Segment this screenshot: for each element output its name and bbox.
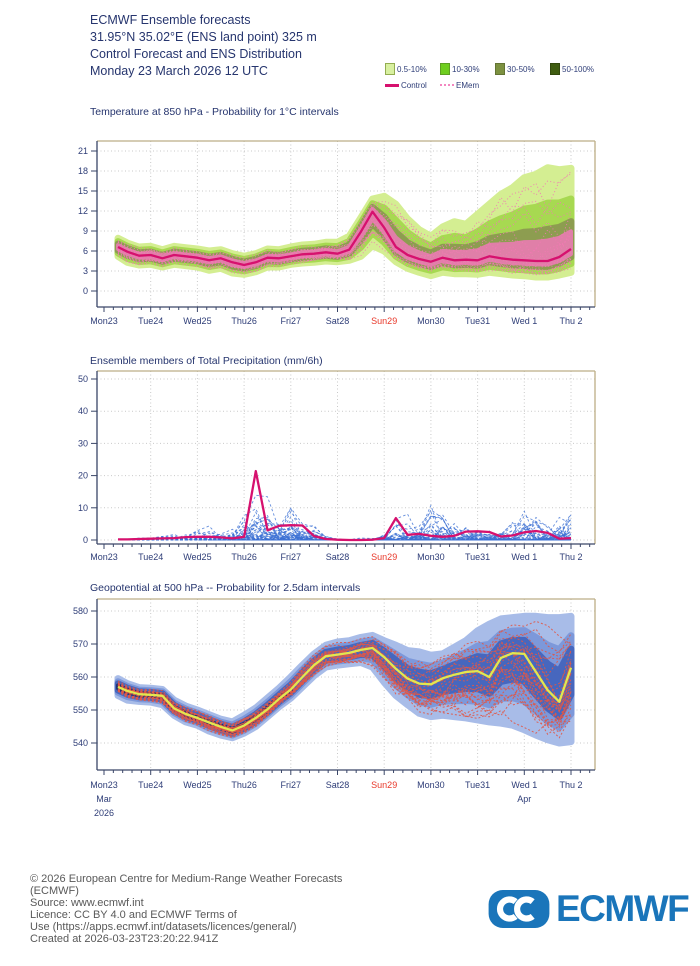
svg-text:Sun29: Sun29 <box>371 552 398 562</box>
svg-text:Thu26: Thu26 <box>231 780 257 790</box>
legend-item-2 <box>495 63 550 75</box>
svg-text:Tue24: Tue24 <box>138 552 164 562</box>
svg-text:580: 580 <box>72 606 88 616</box>
ecmwf-logo-text: ECMWF <box>556 888 689 929</box>
svg-text:15: 15 <box>77 185 88 196</box>
svg-text:Wed 1: Wed 1 <box>511 780 538 790</box>
svg-text:Sat28: Sat28 <box>325 780 350 790</box>
svg-text:Tue31: Tue31 <box>465 316 491 326</box>
created-at-line: Created at 2026-03-23T23:20:22.941Z <box>30 933 219 945</box>
svg-text:Mon30: Mon30 <box>417 780 445 790</box>
legend-label: 10-30% <box>452 64 480 74</box>
svg-text:Wed 1: Wed 1 <box>511 316 538 326</box>
svg-text:Sat28: Sat28 <box>325 552 350 562</box>
svg-text:Tue24: Tue24 <box>138 316 164 326</box>
temperature-chart <box>0 130 700 335</box>
svg-text:3: 3 <box>82 265 88 276</box>
temperature-chart-title: Temperature at 850 hPa - Probability for 1°C intervals <box>90 106 339 118</box>
header <box>90 12 317 80</box>
svg-text:570: 570 <box>72 639 88 649</box>
basetime-line: Monday 23 March 2026 12 UTC <box>90 64 268 78</box>
svg-text:Mon23: Mon23 <box>90 552 118 562</box>
legend-item-1 <box>440 63 495 75</box>
svg-text:Mon23: Mon23 <box>90 780 118 790</box>
probability-swatch-light <box>385 63 395 75</box>
precipitation-chart-title: Ensemble members of Total Precipitation (mm/6h) <box>90 355 323 367</box>
copyright-line: © 2026 European Centre for Medium-Range Weather Forecasts <box>30 873 343 885</box>
svg-text:Apr: Apr <box>517 794 532 804</box>
svg-text:Thu26: Thu26 <box>231 316 257 326</box>
legend-item-control <box>385 81 440 90</box>
svg-text:Sun29: Sun29 <box>371 780 398 790</box>
probability-legend <box>385 61 605 93</box>
geopotential-chart-title: Geopotential at 500 hPa -- Probability for 2.5dam intervals <box>90 582 361 594</box>
probability-swatch-olive <box>495 63 505 75</box>
svg-text:Wed25: Wed25 <box>183 552 212 562</box>
svg-text:30: 30 <box>77 438 88 449</box>
precipitation-chart <box>0 366 700 570</box>
legend-lines-row <box>385 77 605 93</box>
location-line: 31.95°N 35.02°E (ENS land point) 325 m <box>90 30 317 44</box>
svg-text:50: 50 <box>77 374 88 384</box>
source-line: Source: www.ecmwf.int <box>30 897 144 909</box>
legend-label: 30-50% <box>507 64 535 74</box>
svg-text:Thu26: Thu26 <box>231 552 257 562</box>
svg-text:Sat28: Sat28 <box>325 316 350 326</box>
svg-text:Thu 2: Thu 2 <box>559 552 583 562</box>
control-line-swatch <box>385 84 399 87</box>
legend-item-3 <box>550 63 605 75</box>
svg-text:40: 40 <box>77 406 88 417</box>
legend-label: EMem <box>456 80 480 90</box>
legend-item-emem <box>440 81 495 90</box>
svg-text:18: 18 <box>77 165 88 176</box>
svg-text:Wed25: Wed25 <box>183 316 212 326</box>
page-title: ECMWF Ensemble forecasts <box>90 13 251 27</box>
geopotential-chart <box>0 594 700 820</box>
svg-text:6: 6 <box>82 245 88 256</box>
svg-text:Fri27: Fri27 <box>280 316 302 326</box>
svg-text:Mon30: Mon30 <box>417 552 445 562</box>
svg-text:550: 550 <box>72 705 88 715</box>
footer <box>30 873 342 945</box>
legend-label: 50-100% <box>562 64 595 74</box>
licence-url-line: Use (https://apps.ecmwf.int/datasets/licences/general/) <box>30 921 297 933</box>
svg-text:12: 12 <box>77 205 88 216</box>
licence-line: Licence: CC BY 4.0 and ECMWF Terms of <box>30 909 237 921</box>
legend-label: Control <box>401 80 427 90</box>
emem-line-swatch <box>440 84 454 86</box>
svg-text:Thu 2: Thu 2 <box>559 316 583 326</box>
svg-text:Fri27: Fri27 <box>280 552 302 562</box>
legend-label: 0.5-10% <box>397 64 427 74</box>
svg-text:Mon23: Mon23 <box>90 316 118 326</box>
svg-text:20: 20 <box>77 470 88 481</box>
svg-text:Mon30: Mon30 <box>417 316 445 326</box>
ecmwf-logo <box>488 888 688 930</box>
probability-swatch-green <box>440 63 450 75</box>
probability-swatch-dark <box>550 63 560 75</box>
svg-text:Tue31: Tue31 <box>465 780 491 790</box>
product-line: Control Forecast and ENS Distribution <box>90 47 302 61</box>
svg-text:Thu 2: Thu 2 <box>559 780 583 790</box>
svg-text:Tue31: Tue31 <box>465 552 491 562</box>
legend-item-0 <box>385 63 440 75</box>
svg-text:560: 560 <box>72 672 88 682</box>
legend-probability-row <box>385 61 605 77</box>
svg-text:Tue24: Tue24 <box>138 780 164 790</box>
svg-text:Wed 1: Wed 1 <box>511 552 538 562</box>
svg-text:9: 9 <box>82 225 88 236</box>
ecmwf-logo-icon <box>488 890 550 928</box>
svg-text:Sun29: Sun29 <box>371 316 398 326</box>
svg-text:540: 540 <box>72 738 88 748</box>
svg-text:21: 21 <box>77 145 88 156</box>
svg-text:0: 0 <box>82 535 88 545</box>
svg-text:Mar: Mar <box>96 794 112 804</box>
copyright-line-2: (ECMWF) <box>30 885 79 897</box>
svg-text:2026: 2026 <box>93 808 115 818</box>
svg-text:Wed25: Wed25 <box>183 780 212 790</box>
svg-text:Fri27: Fri27 <box>280 780 302 790</box>
svg-text:0: 0 <box>82 286 88 296</box>
svg-text:10: 10 <box>77 502 88 513</box>
